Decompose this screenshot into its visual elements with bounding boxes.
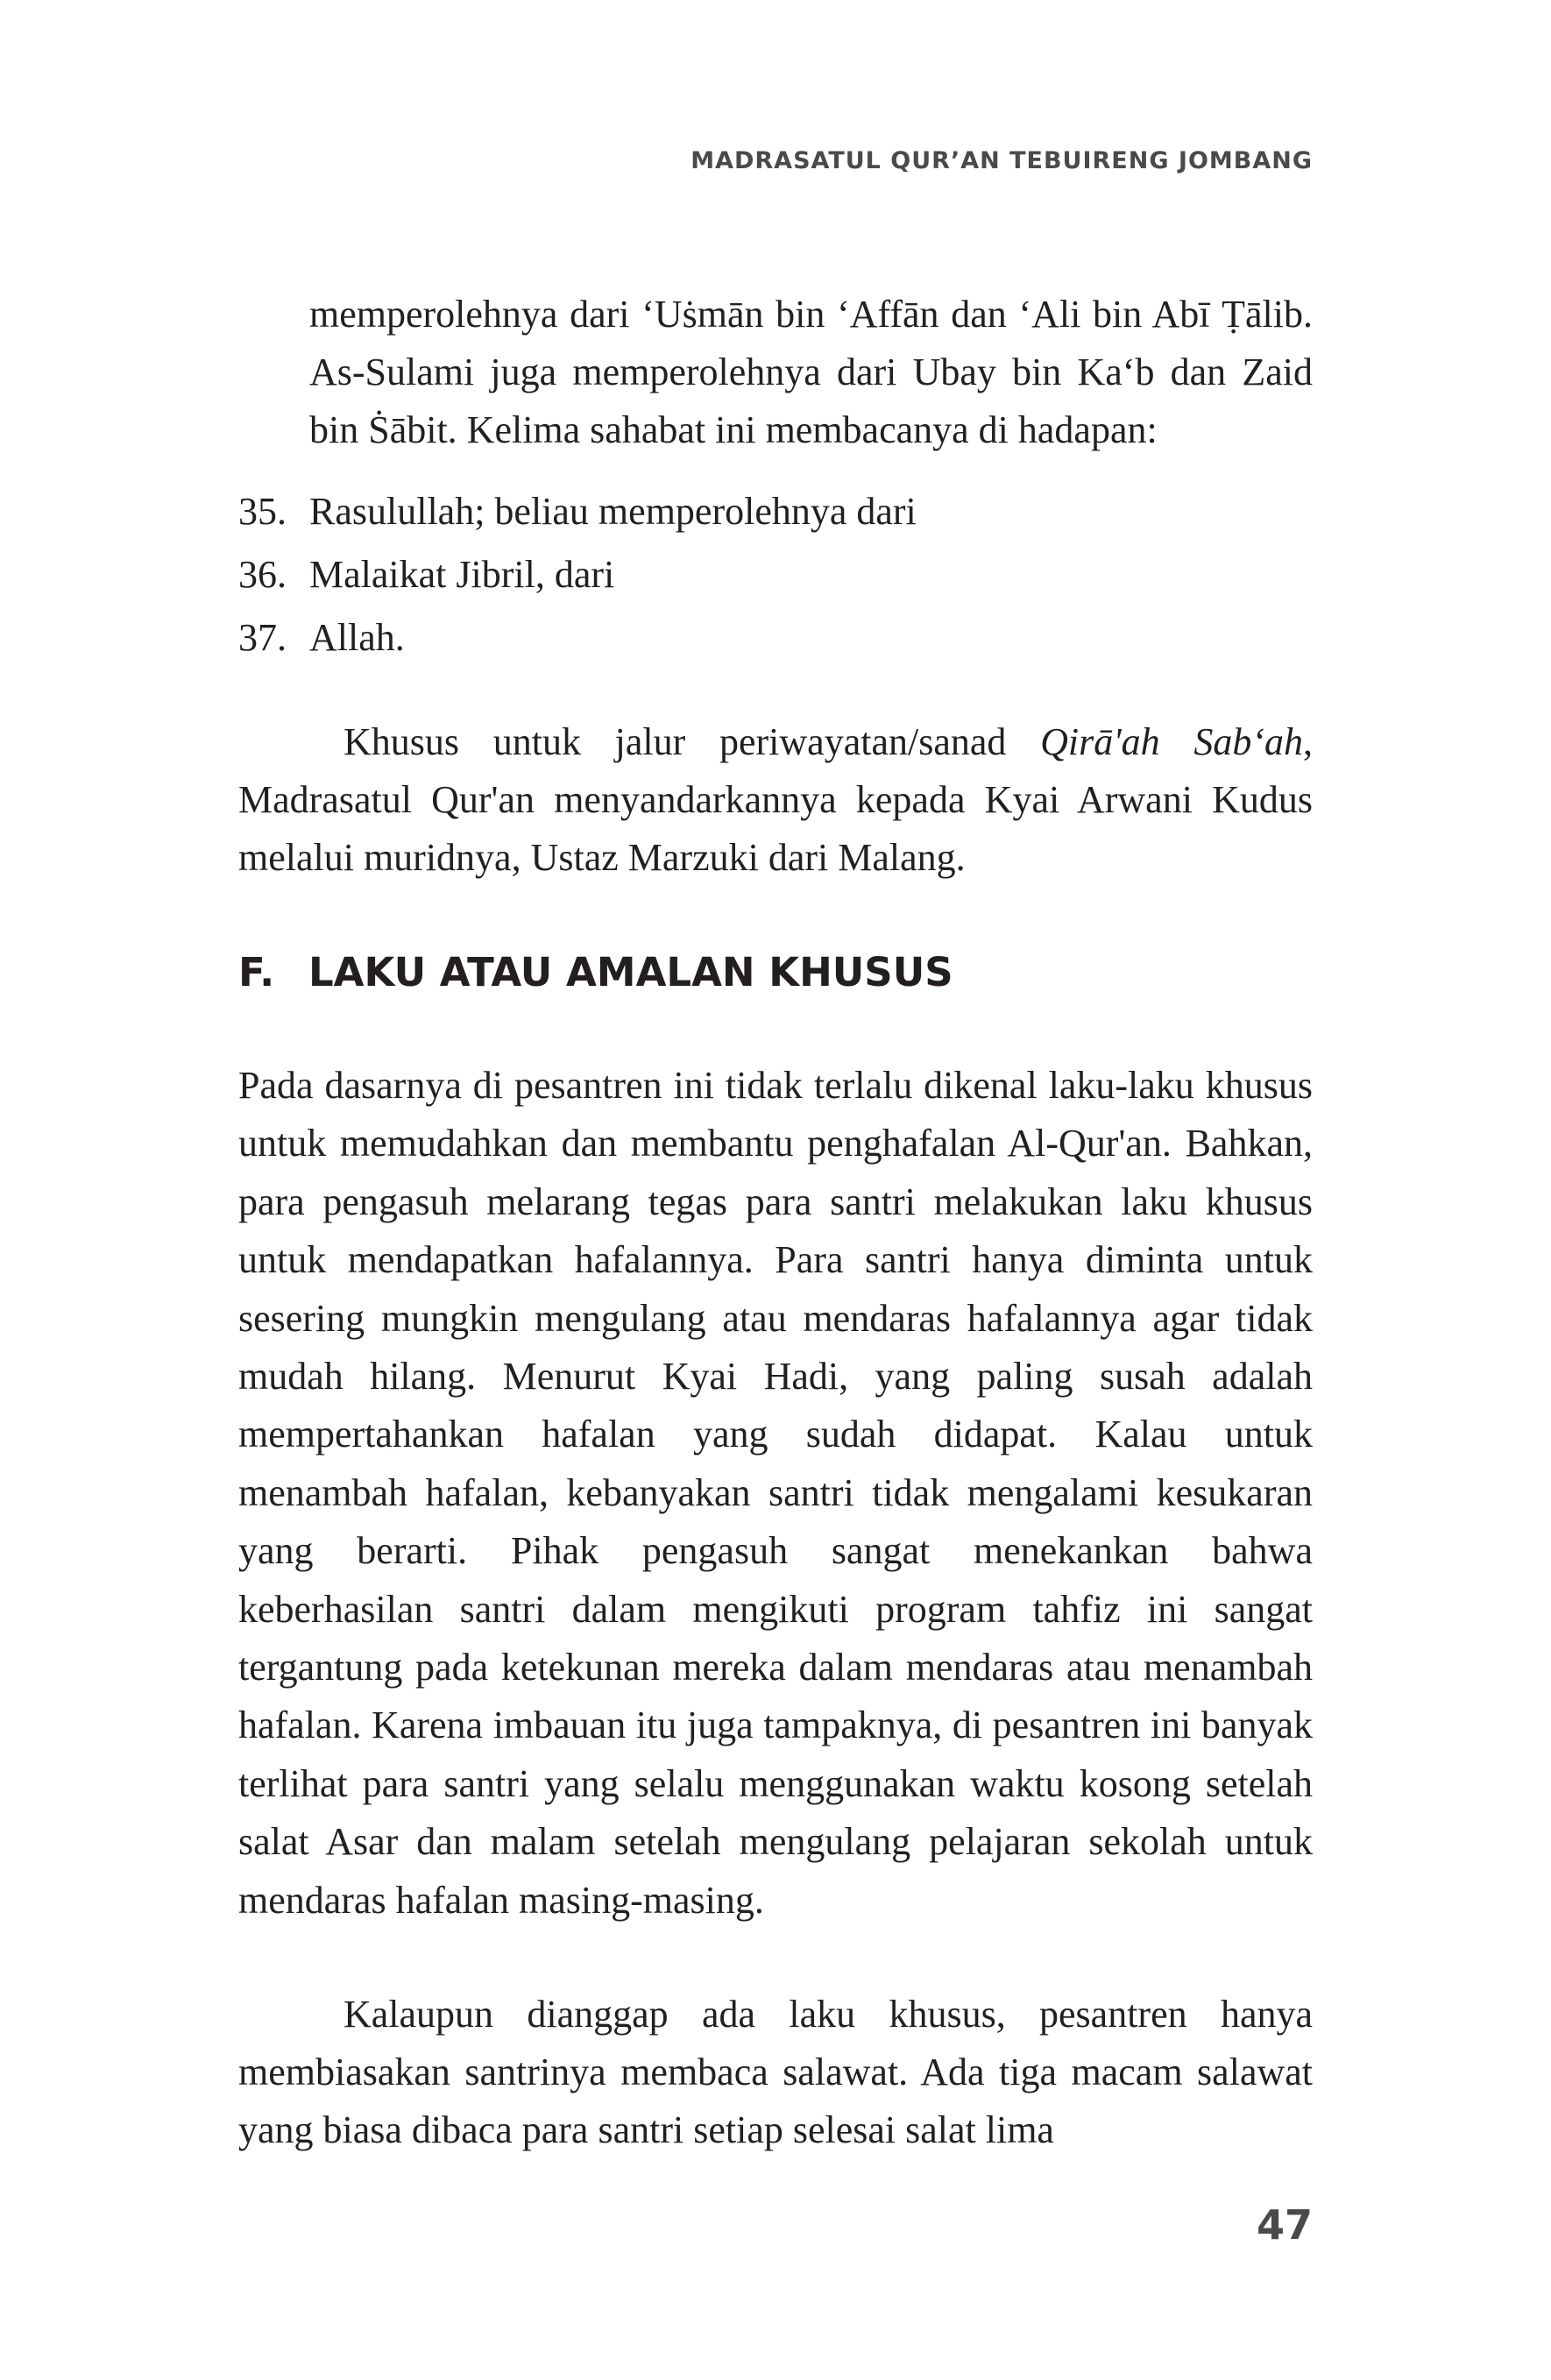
- section-title: LAKU ATAU AMALAN KHUSUS: [308, 949, 953, 995]
- section-heading: [238, 949, 953, 995]
- list-item: [238, 480, 1313, 543]
- list-item: [238, 543, 1313, 606]
- list-item-text: Malaikat Jibril, dari: [309, 553, 615, 596]
- qiraah-term: Qirā'ah Sab‘ah: [1040, 720, 1304, 763]
- section-letter: F.: [238, 949, 275, 995]
- body-paragraph: Kalaupun dianggap ada laku khusus, pesantren hanya membiasakan santrinya membaca salawat. Ada tiga macam salawat yang biasa dibaca para santri setiap selesai salat lima: [238, 1993, 1313, 2151]
- list-item-text: Rasulullah; beliau memperolehnya dari: [309, 490, 917, 533]
- running-header: MADRASATUL QUR’AN TEBUIRENG JOMBANG: [691, 147, 1313, 174]
- numbered-list: [238, 480, 1313, 669]
- sanad-paragraph: [238, 713, 1313, 887]
- list-item-text: Allah.: [309, 616, 405, 659]
- body-paragraph: Pada dasarnya di pesantren ini tidak terlalu dikenal laku-laku khusus untuk memudahkan dan membantu penghafalan Al-Qur'an. Bahkan, para pengasuh melarang tegas para santri melakukan laku khusus untuk mendapatkan hafalannya. Para santri hanya diminta untuk sesering mungkin mengulang atau mendaras hafalannya agar tidak mudah hilang. Menurut Kyai Hadi, yang paling susah adalah mempertahankan hafalan yang sudah didapat. Kalau untuk menambah hafalan, kebanyakan santri tidak mengalami kesukaran yang berarti. Pihak pengasuh sangat menekankan bahwa keberhasilan santri dalam mengikuti program tahfiz ini sangat tergantung pada ketekunan mereka dalam mendaras atau menambah hafalan. Karena imbauan itu juga tampaknya, di pesantren ini banyak terlihat para santri yang selalu menggunakan waktu kosong setelah salat Asar dan malam setelah mengulang pelajaran sekolah untuk mendaras hafalan masing-masing.: [238, 1064, 1313, 1922]
- sanad-text-start: Khusus untuk jalur periwayatan/sanad: [343, 720, 1041, 763]
- page-number: 47: [1256, 2201, 1313, 2249]
- list-item-number: 37.: [238, 616, 287, 659]
- list-item-number: 35.: [238, 490, 287, 533]
- sanad-text-end: , Madrasatul Qur'an menyandarkannya kepada Kyai Arwani Kudus melalui muridnya, Ustaz Marzuki dari Malang.: [238, 720, 1314, 879]
- list-item-number: 36.: [238, 553, 287, 596]
- list-item: [238, 606, 1313, 669]
- continuation-paragraph: memperolehnya dari ‘Uṡmān bin ‘Affān dan ‘Ali bin Abī Ṭālib. As-Sulami juga memperolehnya dari Ubay bin Ka‘b dan Zaid bin Ṡābit. Kelima sahabat ini membacanya di hadapan:: [309, 293, 1313, 451]
